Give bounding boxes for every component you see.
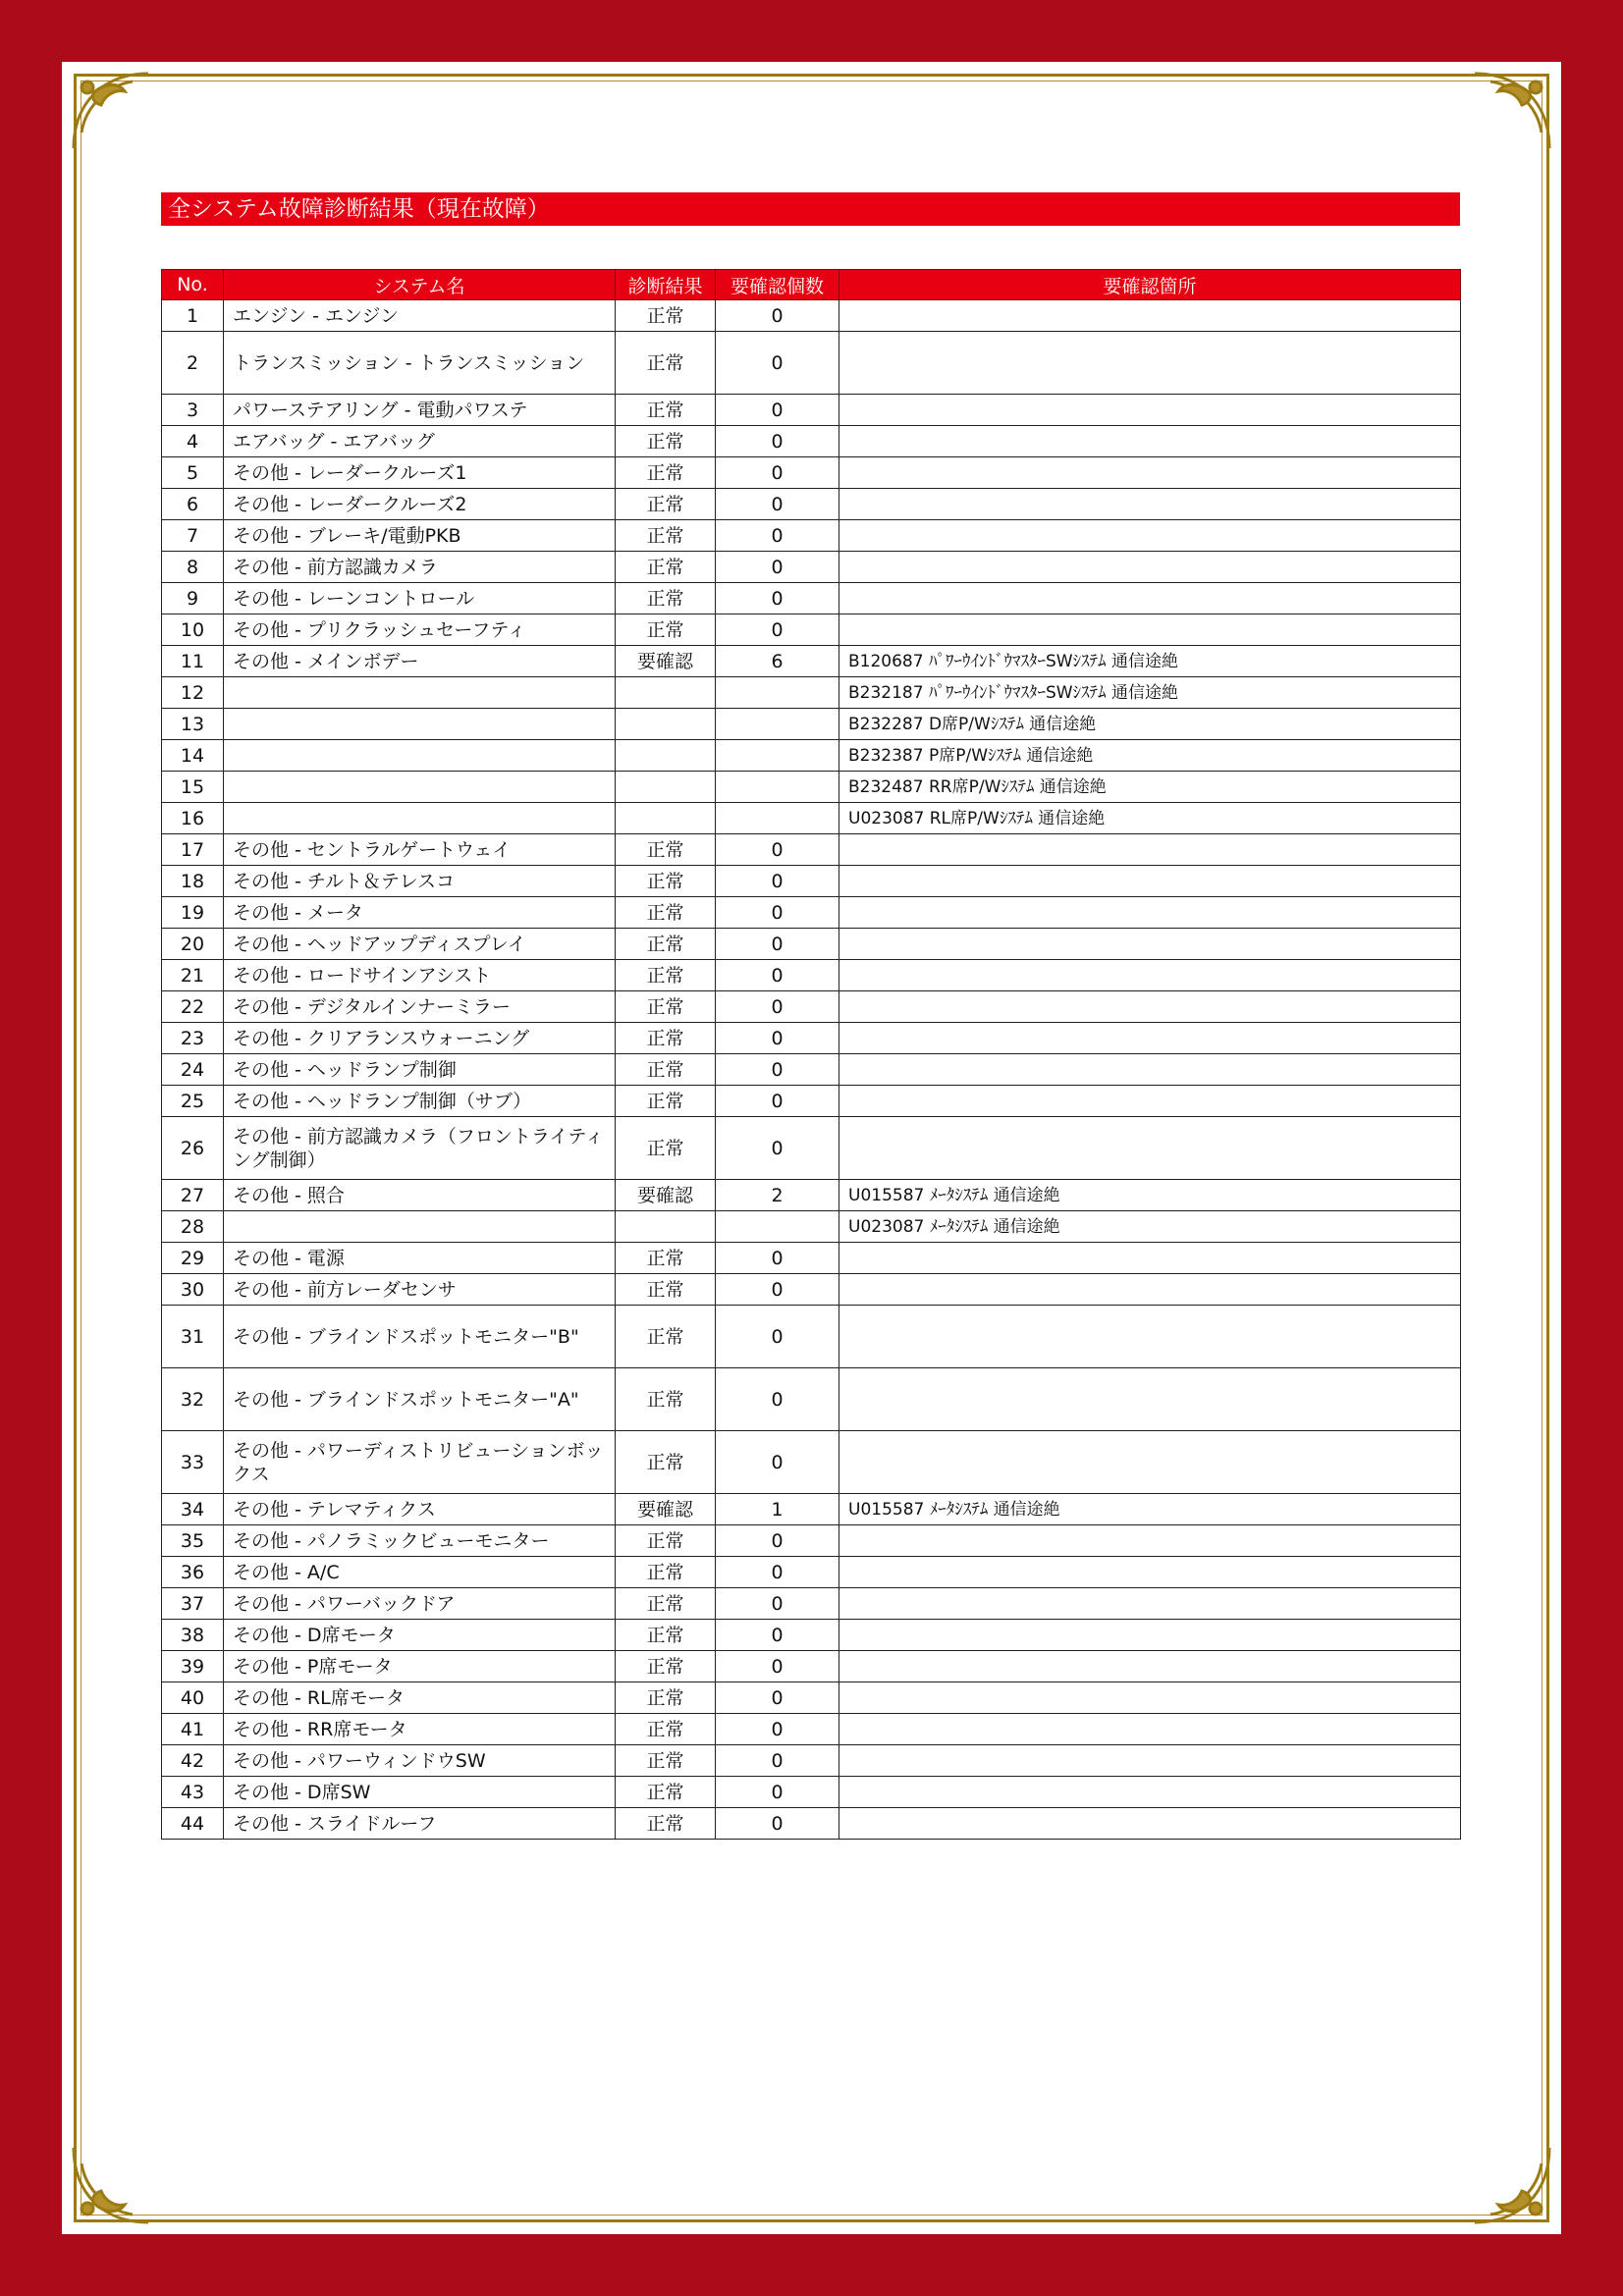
row-number: 26: [162, 1117, 224, 1180]
result-cell: 正常: [616, 1620, 716, 1651]
table-row: [162, 426, 1461, 457]
check-location-cell: [839, 1306, 1461, 1368]
system-name-cell: その他 - A/C: [224, 1557, 616, 1588]
row-number: 12: [162, 677, 224, 709]
check-count-cell: 0: [716, 1086, 839, 1117]
corner-ornament-icon: [1465, 2138, 1559, 2232]
table-row: [162, 489, 1461, 520]
report-page: [62, 62, 1561, 2234]
result-cell: 正常: [616, 1431, 716, 1494]
row-number: 41: [162, 1714, 224, 1745]
check-count-cell: 0: [716, 1682, 839, 1714]
check-location-cell: [839, 1431, 1461, 1494]
table-row: [162, 1714, 1461, 1745]
system-name-cell: その他 - ヘッドランプ制御: [224, 1054, 616, 1086]
result-cell: 正常: [616, 1714, 716, 1745]
result-cell: 正常: [616, 1086, 716, 1117]
result-cell: 正常: [616, 897, 716, 929]
check-count-cell: 0: [716, 1620, 839, 1651]
row-number: 1: [162, 300, 224, 332]
check-location-cell: [839, 1368, 1461, 1431]
table-row: [162, 677, 1461, 709]
check-count-cell: 0: [716, 1243, 839, 1274]
system-name-cell: その他 - ヘッドアップディスプレイ: [224, 929, 616, 960]
row-number: 15: [162, 772, 224, 803]
result-cell: [616, 740, 716, 772]
row-number: 5: [162, 457, 224, 489]
system-name-cell: その他 - RR席モータ: [224, 1714, 616, 1745]
result-cell: 正常: [616, 1651, 716, 1682]
row-number: 44: [162, 1808, 224, 1840]
check-location-cell: [839, 1588, 1461, 1620]
result-cell: [616, 677, 716, 709]
result-cell: 正常: [616, 1745, 716, 1777]
row-number: 6: [162, 489, 224, 520]
table-row: [162, 646, 1461, 677]
system-name-cell: その他 - テレマティクス: [224, 1494, 616, 1525]
check-location-cell: [839, 1274, 1461, 1306]
row-number: 29: [162, 1243, 224, 1274]
row-number: 11: [162, 646, 224, 677]
check-count-cell: [716, 772, 839, 803]
result-cell: 要確認: [616, 1180, 716, 1211]
check-count-cell: 0: [716, 991, 839, 1023]
check-location-cell: [839, 960, 1461, 991]
check-location-cell: B232287 D席P/Wｼｽﾃﾑ 通信途絶: [839, 709, 1461, 740]
table-row: [162, 709, 1461, 740]
row-number: 23: [162, 1023, 224, 1054]
result-cell: 正常: [616, 426, 716, 457]
system-name-cell: その他 - レーダークルーズ2: [224, 489, 616, 520]
result-cell: 正常: [616, 866, 716, 897]
system-name-cell: その他 - パワーディストリビューションボックス: [224, 1431, 616, 1494]
system-name-cell: その他 - パワーバックドア: [224, 1588, 616, 1620]
check-location-cell: [839, 1777, 1461, 1808]
check-location-cell: [839, 929, 1461, 960]
check-location-cell: [839, 991, 1461, 1023]
row-number: 21: [162, 960, 224, 991]
table-row: [162, 1588, 1461, 1620]
corner-ornament-icon: [64, 64, 158, 158]
table-row: [162, 1117, 1461, 1180]
check-location-cell: [839, 614, 1461, 646]
row-number: 37: [162, 1588, 224, 1620]
system-name-cell: その他 - 前方認識カメラ（フロントライティング制御）: [224, 1117, 616, 1180]
system-name-cell: その他 - 前方レーダセンサ: [224, 1274, 616, 1306]
table-row: [162, 1086, 1461, 1117]
table-row: [162, 740, 1461, 772]
row-number: 40: [162, 1682, 224, 1714]
row-number: 19: [162, 897, 224, 929]
table-row: [162, 520, 1461, 552]
check-location-cell: B232487 RR席P/Wｼｽﾃﾑ 通信途絶: [839, 772, 1461, 803]
system-name-cell: その他 - クリアランスウォーニング: [224, 1023, 616, 1054]
table-row: [162, 1651, 1461, 1682]
check-count-cell: 0: [716, 614, 839, 646]
check-count-cell: 0: [716, 1431, 839, 1494]
check-count-cell: 0: [716, 1557, 839, 1588]
report-title: 全システム故障診断結果（現在故障）: [161, 192, 1460, 226]
check-count-cell: 0: [716, 1368, 839, 1431]
check-count-cell: 0: [716, 395, 839, 426]
check-location-cell: [839, 1808, 1461, 1840]
check-count-cell: 0: [716, 332, 839, 395]
table-row: [162, 991, 1461, 1023]
check-location-cell: [839, 1117, 1461, 1180]
result-cell: 正常: [616, 929, 716, 960]
check-count-cell: [716, 1211, 839, 1243]
table-row: [162, 300, 1461, 332]
system-name-cell: その他 - チルト＆テレスコ: [224, 866, 616, 897]
table-row: [162, 1431, 1461, 1494]
check-location-cell: [839, 489, 1461, 520]
system-name-cell: その他 - ブレーキ/電動PKB: [224, 520, 616, 552]
check-location-cell: [839, 583, 1461, 614]
check-location-cell: U015587 ﾒｰﾀｼｽﾃﾑ 通信途絶: [839, 1180, 1461, 1211]
check-count-cell: 0: [716, 1274, 839, 1306]
check-count-cell: 2: [716, 1180, 839, 1211]
check-location-cell: [839, 520, 1461, 552]
system-name-cell: その他 - パノラミックビューモニター: [224, 1525, 616, 1557]
table-row: [162, 457, 1461, 489]
check-count-cell: 0: [716, 866, 839, 897]
check-location-cell: [839, 395, 1461, 426]
table-row: [162, 332, 1461, 395]
row-number: 28: [162, 1211, 224, 1243]
check-count-cell: 0: [716, 1651, 839, 1682]
check-count-cell: [716, 677, 839, 709]
table-row: [162, 897, 1461, 929]
row-number: 32: [162, 1368, 224, 1431]
system-name-cell: [224, 1211, 616, 1243]
row-number: 33: [162, 1431, 224, 1494]
row-number: 35: [162, 1525, 224, 1557]
check-count-cell: 0: [716, 552, 839, 583]
check-location-cell: [839, 1620, 1461, 1651]
result-cell: 正常: [616, 552, 716, 583]
row-number: 9: [162, 583, 224, 614]
check-location-cell: [839, 1682, 1461, 1714]
table-row: [162, 1023, 1461, 1054]
row-number: 7: [162, 520, 224, 552]
system-name-cell: その他 - D席SW: [224, 1777, 616, 1808]
table-row: [162, 1557, 1461, 1588]
row-number: 4: [162, 426, 224, 457]
table-row: [162, 552, 1461, 583]
result-cell: [616, 709, 716, 740]
check-location-cell: [839, 300, 1461, 332]
table-row: [162, 1808, 1461, 1840]
check-location-cell: [839, 1745, 1461, 1777]
check-location-cell: [839, 897, 1461, 929]
result-cell: 正常: [616, 583, 716, 614]
check-location-cell: [839, 1086, 1461, 1117]
system-name-cell: その他 - デジタルインナーミラー: [224, 991, 616, 1023]
system-name-cell: その他 - D席モータ: [224, 1620, 616, 1651]
table-row: [162, 1777, 1461, 1808]
system-name-cell: [224, 740, 616, 772]
check-location-cell: [839, 834, 1461, 866]
header-no: No.: [162, 270, 224, 300]
check-location-cell: U023087 ﾒｰﾀｼｽﾃﾑ 通信途絶: [839, 1211, 1461, 1243]
diagnosis-table: [161, 269, 1461, 1840]
check-count-cell: 0: [716, 1808, 839, 1840]
row-number: 24: [162, 1054, 224, 1086]
result-cell: 正常: [616, 332, 716, 395]
result-cell: 要確認: [616, 646, 716, 677]
row-number: 2: [162, 332, 224, 395]
result-cell: 正常: [616, 395, 716, 426]
table-row: [162, 1620, 1461, 1651]
system-name-cell: [224, 677, 616, 709]
check-count-cell: 0: [716, 1023, 839, 1054]
row-number: 25: [162, 1086, 224, 1117]
system-name-cell: その他 - 照合: [224, 1180, 616, 1211]
table-row: [162, 1180, 1461, 1211]
check-count-cell: 0: [716, 426, 839, 457]
result-cell: 正常: [616, 1306, 716, 1368]
check-count-cell: 0: [716, 960, 839, 991]
result-cell: 正常: [616, 1808, 716, 1840]
table-row: [162, 583, 1461, 614]
check-count-cell: 0: [716, 1306, 839, 1368]
result-cell: 正常: [616, 1054, 716, 1086]
table-row: [162, 866, 1461, 897]
system-name-cell: その他 - メータ: [224, 897, 616, 929]
check-count-cell: [716, 803, 839, 834]
result-cell: [616, 1211, 716, 1243]
check-location-cell: [839, 1054, 1461, 1086]
table-row: [162, 1525, 1461, 1557]
row-number: 34: [162, 1494, 224, 1525]
result-cell: 正常: [616, 1023, 716, 1054]
system-name-cell: その他 - ヘッドランプ制御（サブ）: [224, 1086, 616, 1117]
table-row: [162, 1745, 1461, 1777]
system-name-cell: その他 - ブラインドスポットモニター"B": [224, 1306, 616, 1368]
row-number: 17: [162, 834, 224, 866]
check-count-cell: 0: [716, 457, 839, 489]
table-row: [162, 395, 1461, 426]
table-row: [162, 1494, 1461, 1525]
result-cell: 正常: [616, 1274, 716, 1306]
corner-ornament-icon: [1465, 64, 1559, 158]
row-number: 18: [162, 866, 224, 897]
result-cell: 正常: [616, 1588, 716, 1620]
system-name-cell: その他 - P席モータ: [224, 1651, 616, 1682]
row-number: 13: [162, 709, 224, 740]
result-cell: 要確認: [616, 1494, 716, 1525]
check-count-cell: 0: [716, 583, 839, 614]
check-count-cell: 0: [716, 1054, 839, 1086]
system-name-cell: その他 - メインボデー: [224, 646, 616, 677]
table-row: [162, 960, 1461, 991]
system-name-cell: その他 - レーダークルーズ1: [224, 457, 616, 489]
check-location-cell: [839, 1714, 1461, 1745]
check-location-cell: U023087 RL席P/Wｼｽﾃﾑ 通信途絶: [839, 803, 1461, 834]
row-number: 42: [162, 1745, 224, 1777]
check-location-cell: B120687 ﾊﾟﾜｰｳｲﾝﾄﾞｳﾏｽﾀｰSWｼｽﾃﾑ 通信途絶: [839, 646, 1461, 677]
system-name-cell: その他 - ロードサインアシスト: [224, 960, 616, 991]
result-cell: 正常: [616, 300, 716, 332]
system-name-cell: その他 - プリクラッシュセーフティ: [224, 614, 616, 646]
row-number: 27: [162, 1180, 224, 1211]
result-cell: 正常: [616, 1243, 716, 1274]
check-count-cell: 0: [716, 1777, 839, 1808]
system-name-cell: その他 - RL席モータ: [224, 1682, 616, 1714]
check-count-cell: [716, 709, 839, 740]
result-cell: [616, 772, 716, 803]
system-name-cell: トランスミッション - トランスミッション: [224, 332, 616, 395]
row-number: 43: [162, 1777, 224, 1808]
system-name-cell: [224, 709, 616, 740]
result-cell: 正常: [616, 960, 716, 991]
check-location-cell: [839, 1243, 1461, 1274]
row-number: 10: [162, 614, 224, 646]
table-row: [162, 1306, 1461, 1368]
check-count-cell: 1: [716, 1494, 839, 1525]
row-number: 38: [162, 1620, 224, 1651]
result-cell: 正常: [616, 614, 716, 646]
row-number: 30: [162, 1274, 224, 1306]
table-row: [162, 834, 1461, 866]
check-location-cell: [839, 1651, 1461, 1682]
result-cell: [616, 803, 716, 834]
check-count-cell: 0: [716, 834, 839, 866]
table-row: [162, 1211, 1461, 1243]
row-number: 31: [162, 1306, 224, 1368]
check-count-cell: 0: [716, 520, 839, 552]
system-name-cell: パワーステアリング - 電動パワステ: [224, 395, 616, 426]
table-row: [162, 614, 1461, 646]
check-count-cell: 0: [716, 1714, 839, 1745]
system-name-cell: [224, 803, 616, 834]
result-cell: 正常: [616, 1777, 716, 1808]
result-cell: 正常: [616, 1368, 716, 1431]
header-system-name: システム名: [224, 270, 616, 300]
check-location-cell: [839, 552, 1461, 583]
result-cell: 正常: [616, 991, 716, 1023]
system-name-cell: [224, 772, 616, 803]
table-row: [162, 1243, 1461, 1274]
row-number: 20: [162, 929, 224, 960]
table-header-row: [162, 270, 1461, 300]
result-cell: 正常: [616, 834, 716, 866]
check-location-cell: B232387 P席P/Wｼｽﾃﾑ 通信途絶: [839, 740, 1461, 772]
check-location-cell: [839, 332, 1461, 395]
check-location-cell: [839, 866, 1461, 897]
header-check-location: 要確認箇所: [839, 270, 1461, 300]
check-location-cell: [839, 1525, 1461, 1557]
corner-ornament-icon: [64, 2138, 158, 2232]
result-cell: 正常: [616, 1117, 716, 1180]
system-name-cell: エンジン - エンジン: [224, 300, 616, 332]
check-location-cell: [839, 1557, 1461, 1588]
system-name-cell: その他 - パワーウィンドウSW: [224, 1745, 616, 1777]
system-name-cell: その他 - スライドルーフ: [224, 1808, 616, 1840]
row-number: 3: [162, 395, 224, 426]
table-row: [162, 1682, 1461, 1714]
result-cell: 正常: [616, 1682, 716, 1714]
row-number: 39: [162, 1651, 224, 1682]
table-row: [162, 772, 1461, 803]
row-number: 16: [162, 803, 224, 834]
row-number: 14: [162, 740, 224, 772]
header-check-count: 要確認個数: [716, 270, 839, 300]
check-count-cell: 0: [716, 1588, 839, 1620]
check-location-cell: [839, 1023, 1461, 1054]
check-count-cell: 0: [716, 300, 839, 332]
system-name-cell: その他 - 前方認識カメラ: [224, 552, 616, 583]
check-location-cell: [839, 426, 1461, 457]
system-name-cell: エアバッグ - エアバッグ: [224, 426, 616, 457]
header-result: 診断結果: [616, 270, 716, 300]
check-count-cell: 0: [716, 1745, 839, 1777]
row-number: 22: [162, 991, 224, 1023]
system-name-cell: その他 - セントラルゲートウェイ: [224, 834, 616, 866]
row-number: 36: [162, 1557, 224, 1588]
result-cell: 正常: [616, 457, 716, 489]
check-count-cell: 0: [716, 1525, 839, 1557]
result-cell: 正常: [616, 1557, 716, 1588]
table-row: [162, 1054, 1461, 1086]
table-row: [162, 1368, 1461, 1431]
result-cell: 正常: [616, 489, 716, 520]
table-row: [162, 1274, 1461, 1306]
check-count-cell: 0: [716, 1117, 839, 1180]
row-number: 8: [162, 552, 224, 583]
table-row: [162, 929, 1461, 960]
result-cell: 正常: [616, 1525, 716, 1557]
check-location-cell: U015587 ﾒｰﾀｼｽﾃﾑ 通信途絶: [839, 1494, 1461, 1525]
check-count-cell: 0: [716, 897, 839, 929]
result-cell: 正常: [616, 520, 716, 552]
check-count-cell: 0: [716, 489, 839, 520]
system-name-cell: その他 - レーンコントロール: [224, 583, 616, 614]
check-count-cell: 6: [716, 646, 839, 677]
check-location-cell: [839, 457, 1461, 489]
table-row: [162, 803, 1461, 834]
system-name-cell: その他 - 電源: [224, 1243, 616, 1274]
check-count-cell: 0: [716, 929, 839, 960]
check-location-cell: B232187 ﾊﾟﾜｰｳｲﾝﾄﾞｳﾏｽﾀｰSWｼｽﾃﾑ 通信途絶: [839, 677, 1461, 709]
check-count-cell: [716, 740, 839, 772]
system-name-cell: その他 - ブラインドスポットモニター"A": [224, 1368, 616, 1431]
table-body: [162, 300, 1461, 1840]
